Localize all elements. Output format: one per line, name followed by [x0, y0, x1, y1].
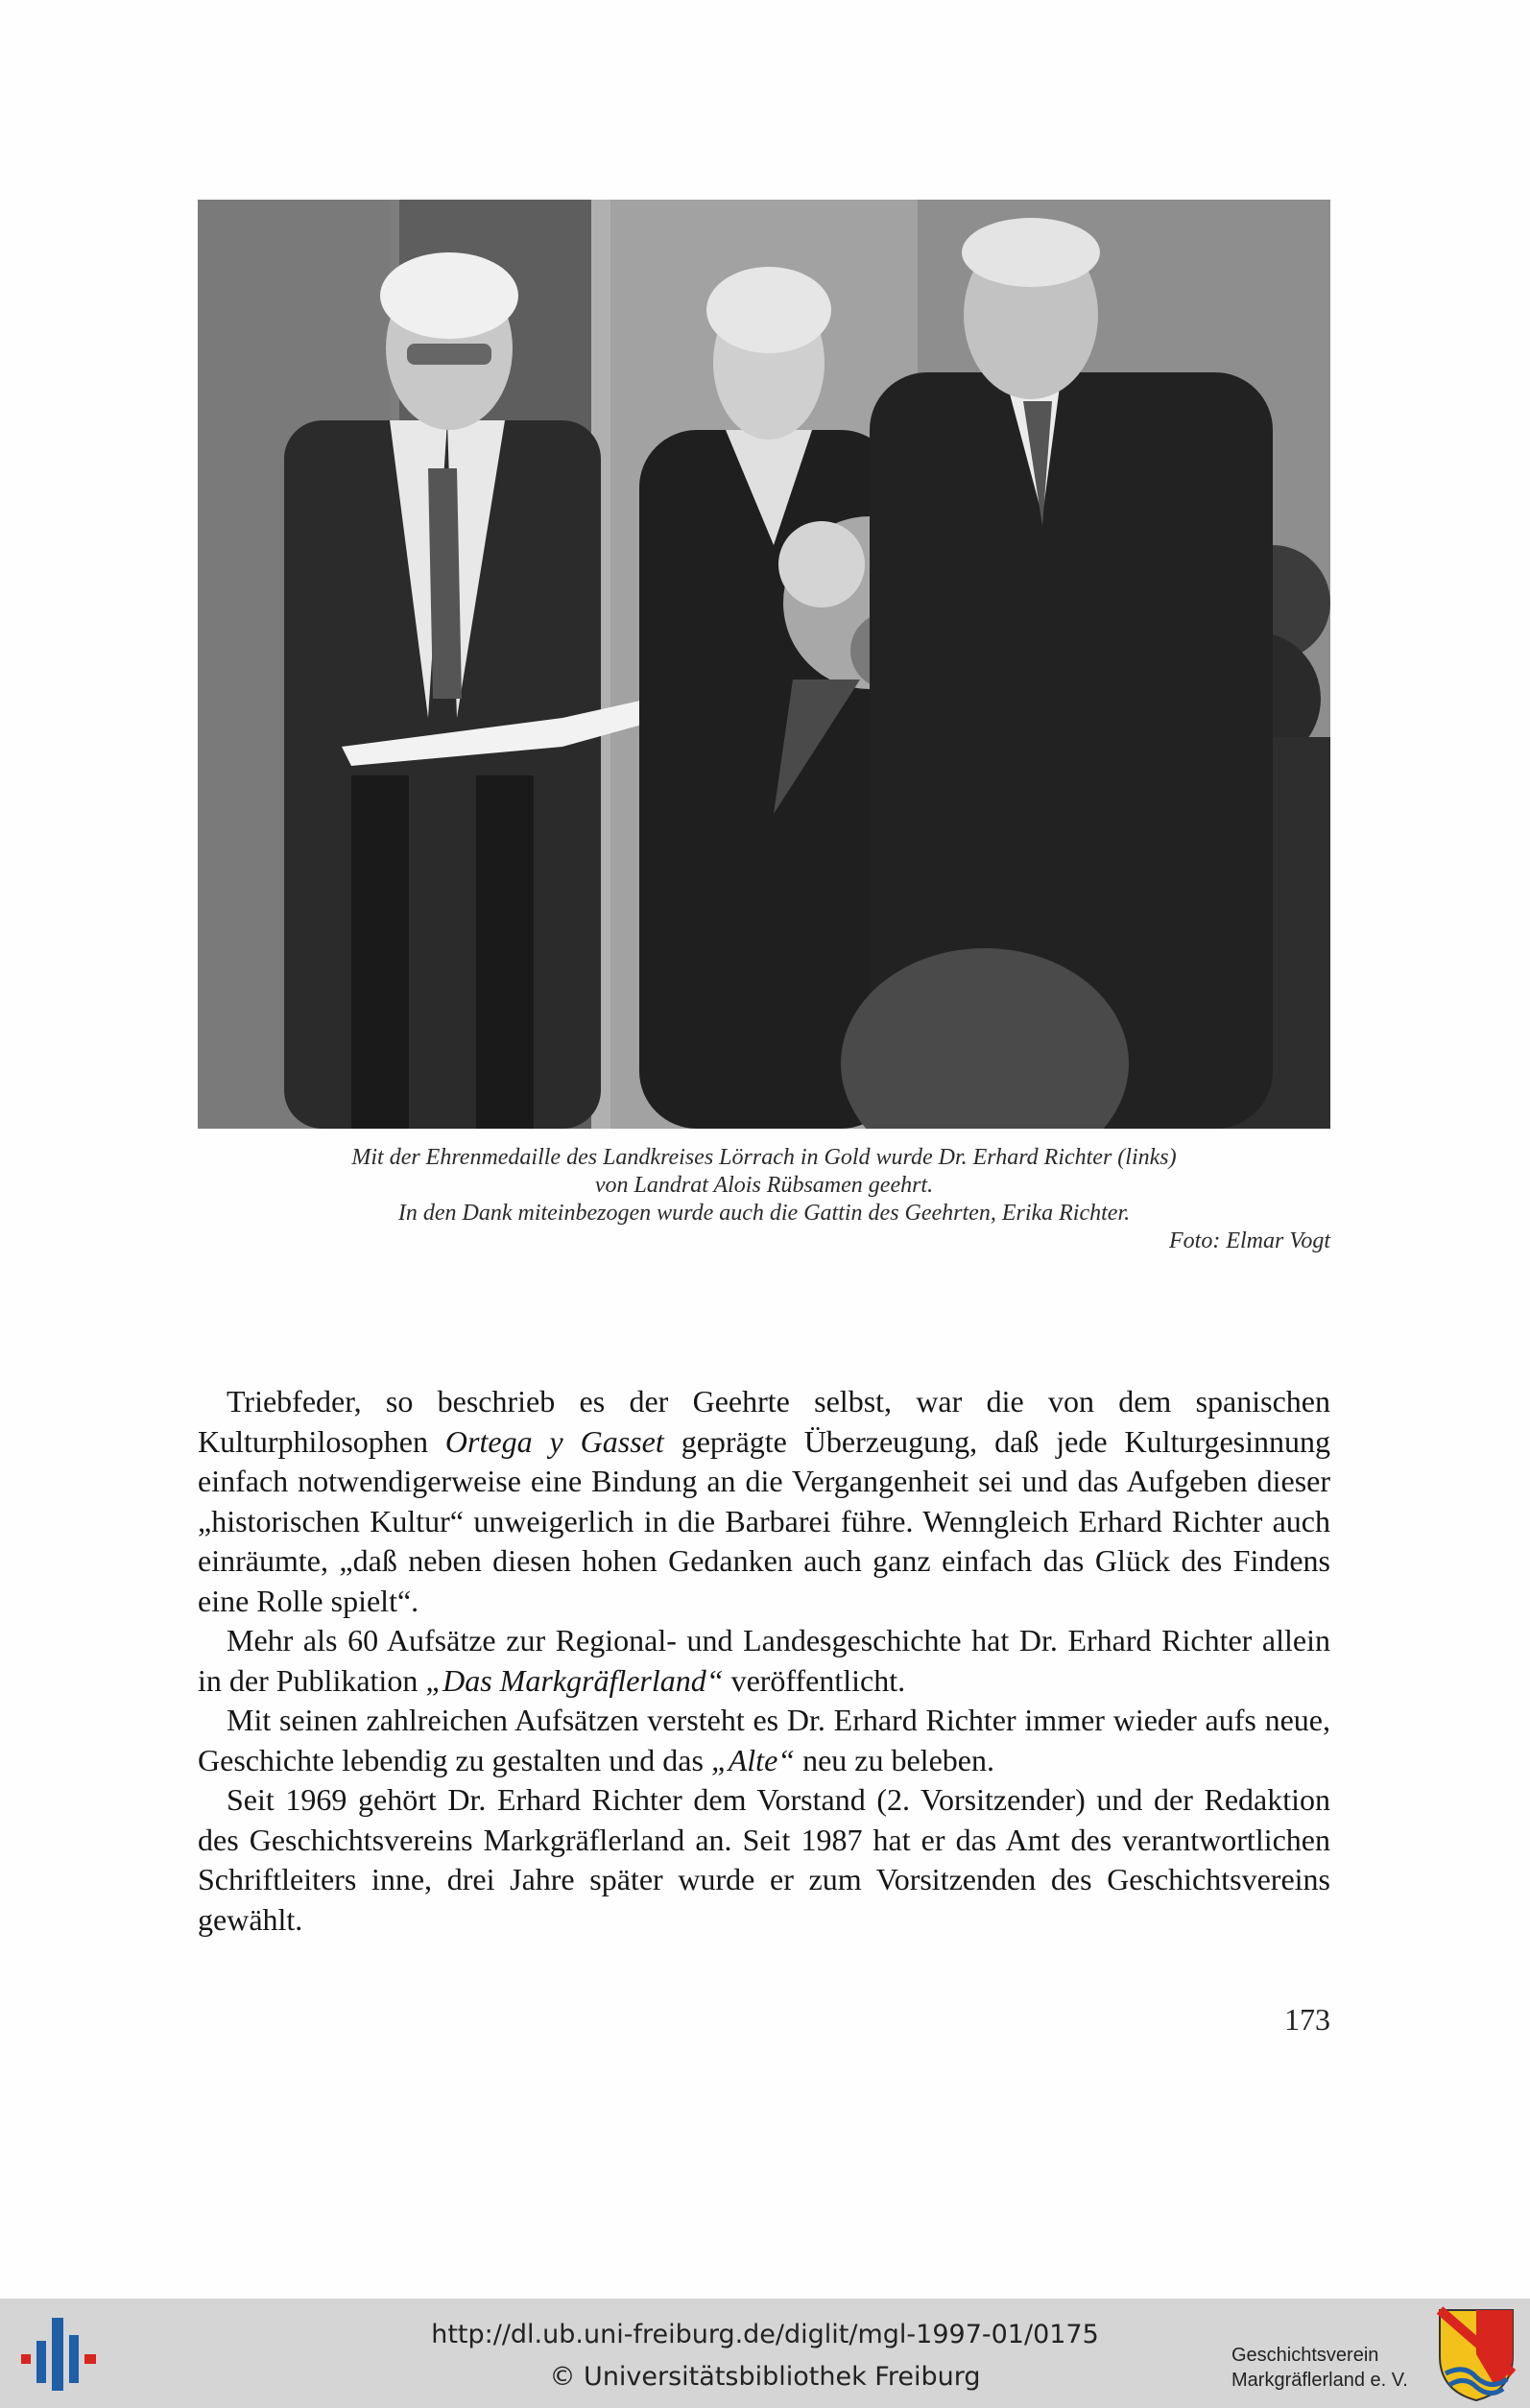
- paragraph-2: Mehr als 60 Aufsätze zur Regional- und Landesgeschichte hat Dr. Erhard Richter allein in der Publikation „Das Markgräflerland“ veröffentlicht.: [198, 1623, 1330, 1698]
- paragraph-1: Triebfeder, so beschrieb es der Geehrte selbst, war die von dem spanischen Kulturphilosophen Ortega y Gasset geprägte Überzeugung, daß jede Kulturgesinnung einfach notwendigerweise eine Bindung an die Vergangenheit sei und das Aufgeben dieser „historischen Kultur“ unweigerlich in die Barbarei führe. Wenngleich Erhard Richter auch einräumte, „daß neben diesen hohen Gedanken auch ganz einfach das Glück des Findens eine Rolle spielt“.: [198, 1384, 1330, 1618]
- society-line-1: Geschichtsverein: [1231, 2345, 1379, 2366]
- copyright-notice: © Universitätsbibliothek Freiburg: [549, 2362, 981, 2392]
- emphasis-publication: „Das Markgräflerland“: [425, 1662, 724, 1698]
- society-name: [1231, 2343, 1423, 2393]
- photograph-three-people-icon: [198, 200, 1330, 1129]
- society-line-2: Markgräflerland e. V.: [1231, 2370, 1408, 2391]
- coat-of-arms-icon[interactable]: [1436, 2306, 1517, 2402]
- photograph: [198, 200, 1330, 1129]
- caption-line-3: In den Dank miteinbezogen wurde auch die Gattin des Geehrten, Erika Richter.: [397, 1201, 1131, 1226]
- photo-credit: Foto: Elmar Vogt: [1169, 1228, 1330, 1253]
- photo-caption: [198, 1144, 1330, 1255]
- paragraph-4: Seit 1969 gehört Dr. Erhard Richter dem Vorstand (2. Vorsitzender) und der Redaktion des Geschichtsvereins Markgräflerland an. Seit 1987 hat er das Amt des verantwortlichen Schriftleiters inne, drei Jahre später wurde er zum Vorsitzenden des Geschichtsvereins gewählt.: [198, 1782, 1330, 1937]
- footer-bar: [0, 2299, 1530, 2408]
- caption-line-1: Mit der Ehrenmedaille des Landkreises Lörrach in Gold wurde Dr. Erhard Richter (links): [351, 1145, 1177, 1170]
- paragraph-3: Mit seinen zahlreichen Aufsätzen versteht es Dr. Erhard Richter immer wieder aufs neue, Geschichte lebendig zu gestalten und das „Alte“ neu zu beleben.: [198, 1703, 1330, 1777]
- body-text: [198, 1382, 1330, 1940]
- emphasis-alte: „Alte“: [710, 1742, 796, 1777]
- document-url-link[interactable]: http://dl.ub.uni-freiburg.de/diglit/mgl-1997-01/0175: [431, 2320, 1099, 2349]
- caption-line-2: von Landrat Alois Rübsamen geehrt.: [594, 1173, 934, 1198]
- emphasis-ortega: Ortega y Gasset: [444, 1423, 664, 1459]
- page-number: 173: [1284, 2002, 1330, 2037]
